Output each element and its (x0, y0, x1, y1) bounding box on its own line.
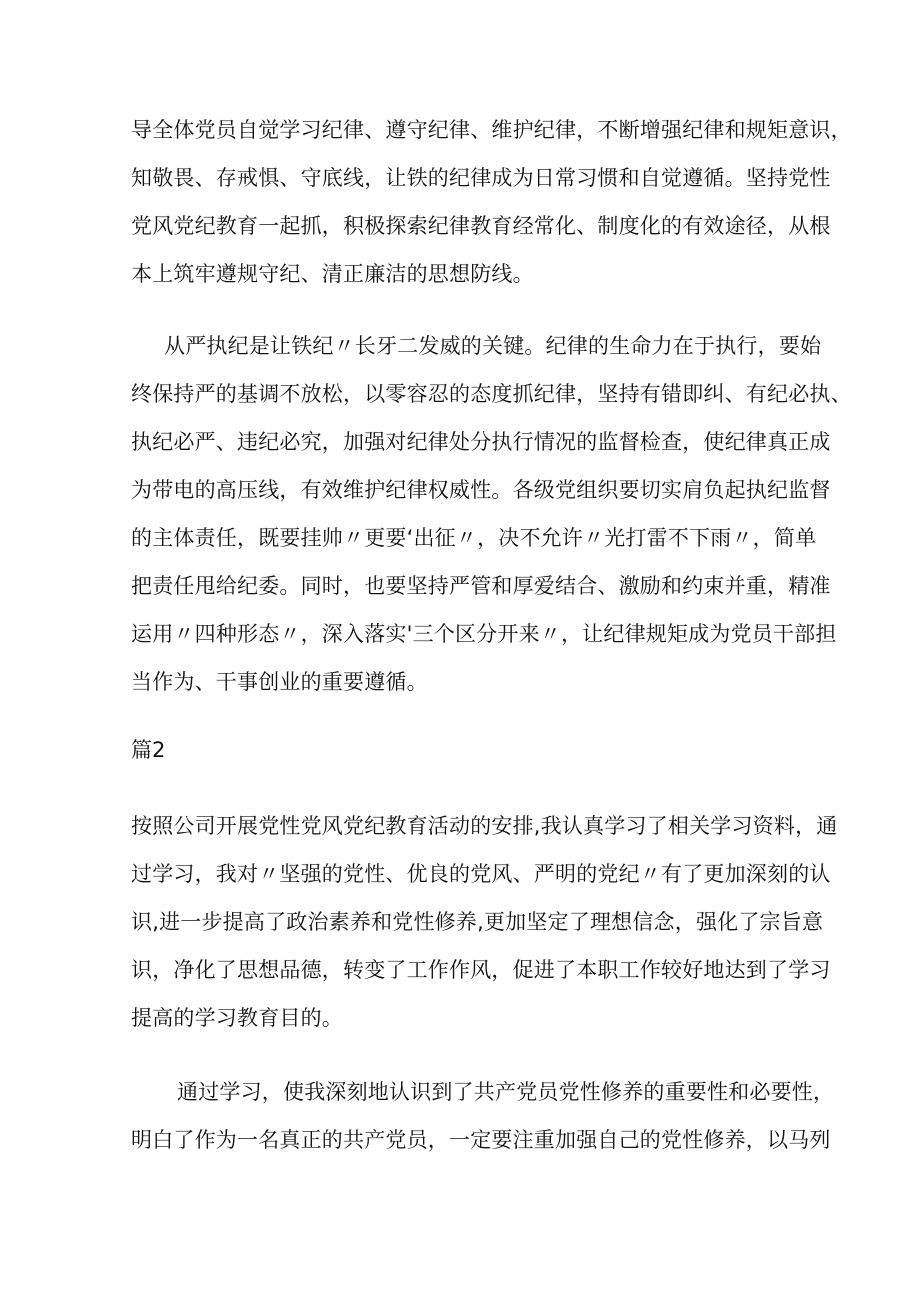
text-line: 运用〃四种形态〃，深入落实'三个区分开来〃，让纪律规矩成为党员干部担 (131, 622, 837, 646)
text-line: 识，净化了思想品德，转变了工作作风，促进了本职工作较好地达到了学习 (131, 958, 831, 982)
text-line: 过学习，我对〃坚强的党性、优良的党风、严明的党纪〃有了更加深刻的认 (131, 862, 831, 886)
text-line: 的主体责任，既要挂帅〃更要‘出征〃，决不允许〃光打雷不下雨〃，简单 (131, 526, 817, 550)
text-line: 终保持严的基调不放松，以零容忍的态度抓纪律，坚持有错即纠、有纪必执、 (131, 382, 852, 406)
text-line: 通过学习，使我深刻地认识到了共产党员党性修养的重要性和必要性， (177, 1080, 835, 1104)
text-line: 导全体党员自觉学习纪律、遵守纪律、维护纪律，不断增强纪律和规矩意识， (131, 118, 852, 142)
text-line: 执纪必严、违纪必究，加强对纪律处分执行情况的监督检查，使纪律真正成 (131, 430, 831, 454)
text-line: 按照公司开展党性党风党纪教育活动的安排,我认真学习了相关学习资料，通 (131, 814, 838, 838)
text-line: 本上筑牢遵规守纪、清正廉洁的思想防线。 (131, 262, 534, 286)
text-line: 明白了作为一名真正的共产党员，一定要注重加强自己的党性修养，以马列 (131, 1128, 831, 1152)
section-heading: 篇2 (131, 738, 166, 762)
paragraph-3 (131, 802, 838, 1042)
text-line: 知敬畏、存戒惧、守底线，让铁的纪律成为日常习惯和自觉遵循。坚持党性 (131, 166, 831, 190)
text-line: 把责任甩给纪委。同时，也要坚持严管和厚爱结合、激励和约束并重，精准 (131, 574, 831, 598)
paragraph-1 (131, 106, 852, 298)
text-line: 提高的学习教育目的。 (131, 1006, 343, 1030)
text-line: 识,进一步提高了政治素养和党性修养,更加坚定了理想信念，强化了宗旨意 (131, 910, 824, 934)
paragraph-2 (131, 322, 852, 706)
text-line: 从严执纪是让铁纪〃长牙二发威的关键。纪律的生命力在于执行，要始 (164, 334, 822, 358)
paragraph-4 (131, 1068, 835, 1164)
text-line: 党风党纪教育一起抓，积极探索纪律教育经常化、制度化的有效途径，从根 (131, 214, 831, 238)
text-line: 当作为、干事创业的重要遵循。 (131, 670, 428, 694)
text-line: 为带电的高压线，有效维护纪律权威性。各级党组织要切实肩负起执纪监督 (131, 478, 831, 502)
